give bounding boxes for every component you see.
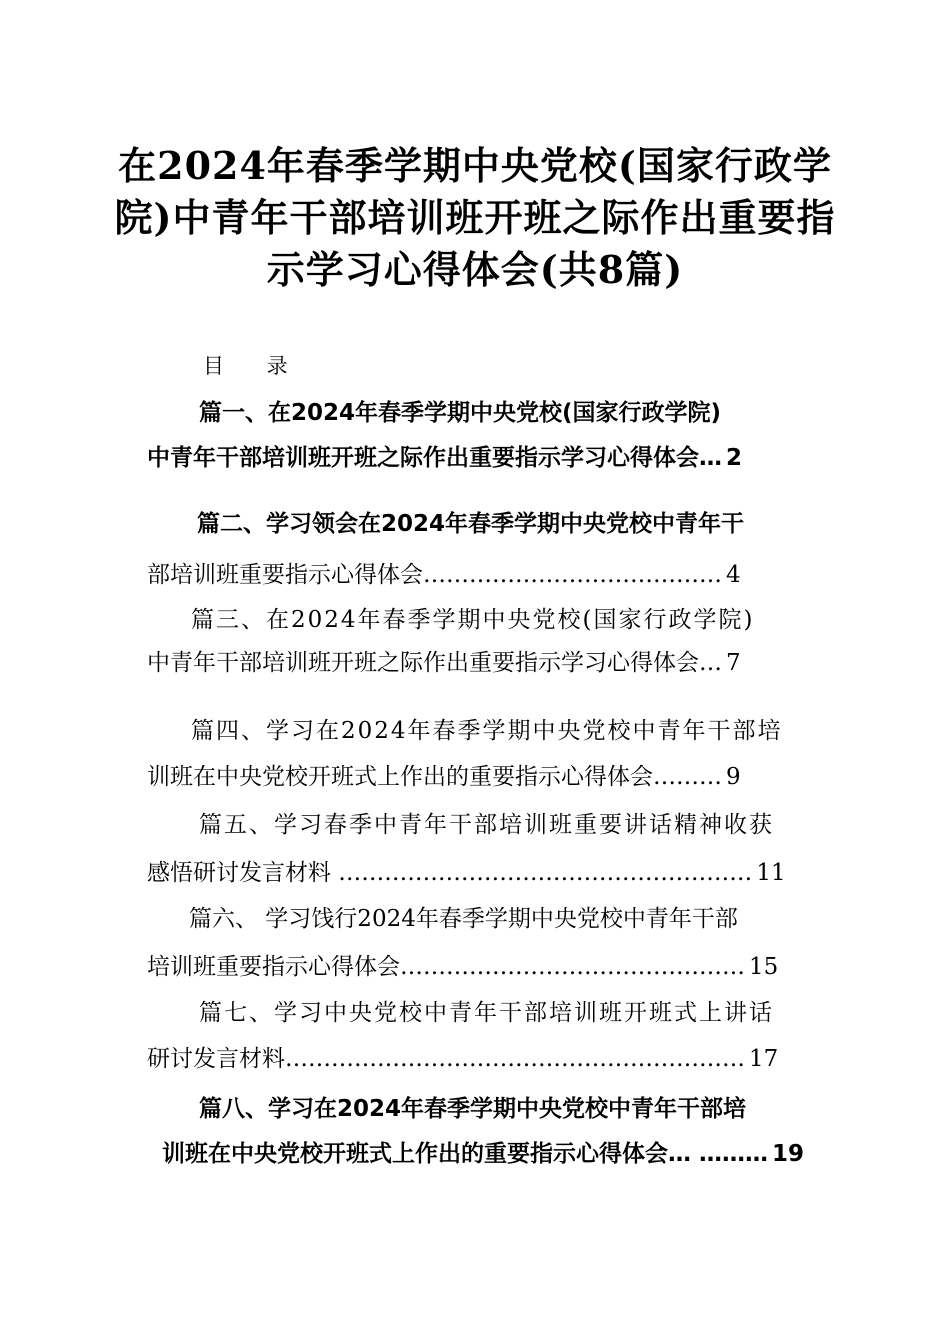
- toc-entry-4-line-1[interactable]: 篇四、学习在2024年春季学期中央党校中青年干部培: [191, 718, 783, 744]
- toc-entry-8-text: 训班在中央党校开班式上作出的重要指示心得体会… ………: [162, 1141, 769, 1167]
- toc-entry-3-page: 7: [726, 650, 741, 676]
- document-title: [110, 140, 840, 296]
- toc-entry-2-line-1[interactable]: 篇二、学习领会在2024年春季学期中央党校中青年干: [197, 511, 745, 537]
- toc-entry-3-line-2[interactable]: [147, 648, 741, 678]
- toc-entry-1-text: 中青年干部培训班开班之际作出重要指示学习心得体会…: [147, 445, 722, 471]
- toc-entry-8-line-1[interactable]: 篇八、学习在2024年春季学期中央党校中青年干部培: [199, 1096, 747, 1122]
- toc-entry-4-line-2[interactable]: [147, 762, 741, 792]
- toc-entry-3-text: 中青年干部培训班开班之际作出重要指示学习心得体会…: [147, 650, 722, 676]
- toc-entry-5-page: 11: [756, 860, 786, 886]
- toc-entry-7-text: 研讨发言材料……………………………………………………: [147, 1046, 745, 1072]
- toc-entry-2-line-2[interactable]: [147, 560, 741, 590]
- toc-entry-7-page: 17: [749, 1046, 779, 1072]
- toc-entry-6-line-2[interactable]: [147, 952, 778, 982]
- toc-entry-4-text: 训班在中央党校开班式上作出的重要指示心得体会………: [147, 764, 722, 790]
- title-line-3: 示学习心得体会(共8篇): [266, 247, 684, 292]
- toc-entry-5-line-1[interactable]: 篇五、学习春季中青年干部培训班重要讲话精神收获: [199, 812, 774, 838]
- toc-entry-7-line-1[interactable]: 篇七、学习中央党校中青年干部培训班开班式上讲话: [199, 1000, 774, 1026]
- toc-heading: 目 录: [203, 354, 306, 378]
- toc-entry-3-line-1[interactable]: 篇三、在2024年春季学期中央党校(国家行政学院): [191, 607, 755, 633]
- toc-entry-7-line-2[interactable]: [147, 1044, 778, 1074]
- toc-entry-1-line-1[interactable]: 篇一、在2024年春季学期中央党校(国家行政学院): [199, 400, 722, 426]
- toc-entry-6-text: 培训班重要指示心得体会………………………………………: [147, 954, 745, 980]
- toc-entry-8-line-2[interactable]: [162, 1139, 804, 1169]
- toc-entry-1-line-2[interactable]: [147, 443, 742, 473]
- toc-entry-5-line-2[interactable]: [147, 858, 786, 888]
- toc-entry-6-line-1[interactable]: 篇六、 学习饯行2024年春季学期中央党校中青年干部: [189, 906, 738, 932]
- title-line-1: 在2024年春季学期中央党校(国家行政学: [118, 143, 832, 188]
- title-line-2: 院)中青年干部培训班开班之际作出重要指: [114, 195, 836, 240]
- toc-entry-5-text: 感悟研讨发言材料 ………………………………………………: [147, 860, 753, 886]
- toc-entry-2-page: 4: [726, 562, 741, 588]
- toc-entry-2-text: 部培训班重要指示心得体会…………………………………: [147, 562, 722, 588]
- toc-entry-4-page: 9: [726, 764, 741, 790]
- toc-entry-8-page: 19: [772, 1141, 805, 1167]
- toc-entry-6-page: 15: [749, 954, 779, 980]
- toc-entry-1-page: 2: [726, 445, 743, 471]
